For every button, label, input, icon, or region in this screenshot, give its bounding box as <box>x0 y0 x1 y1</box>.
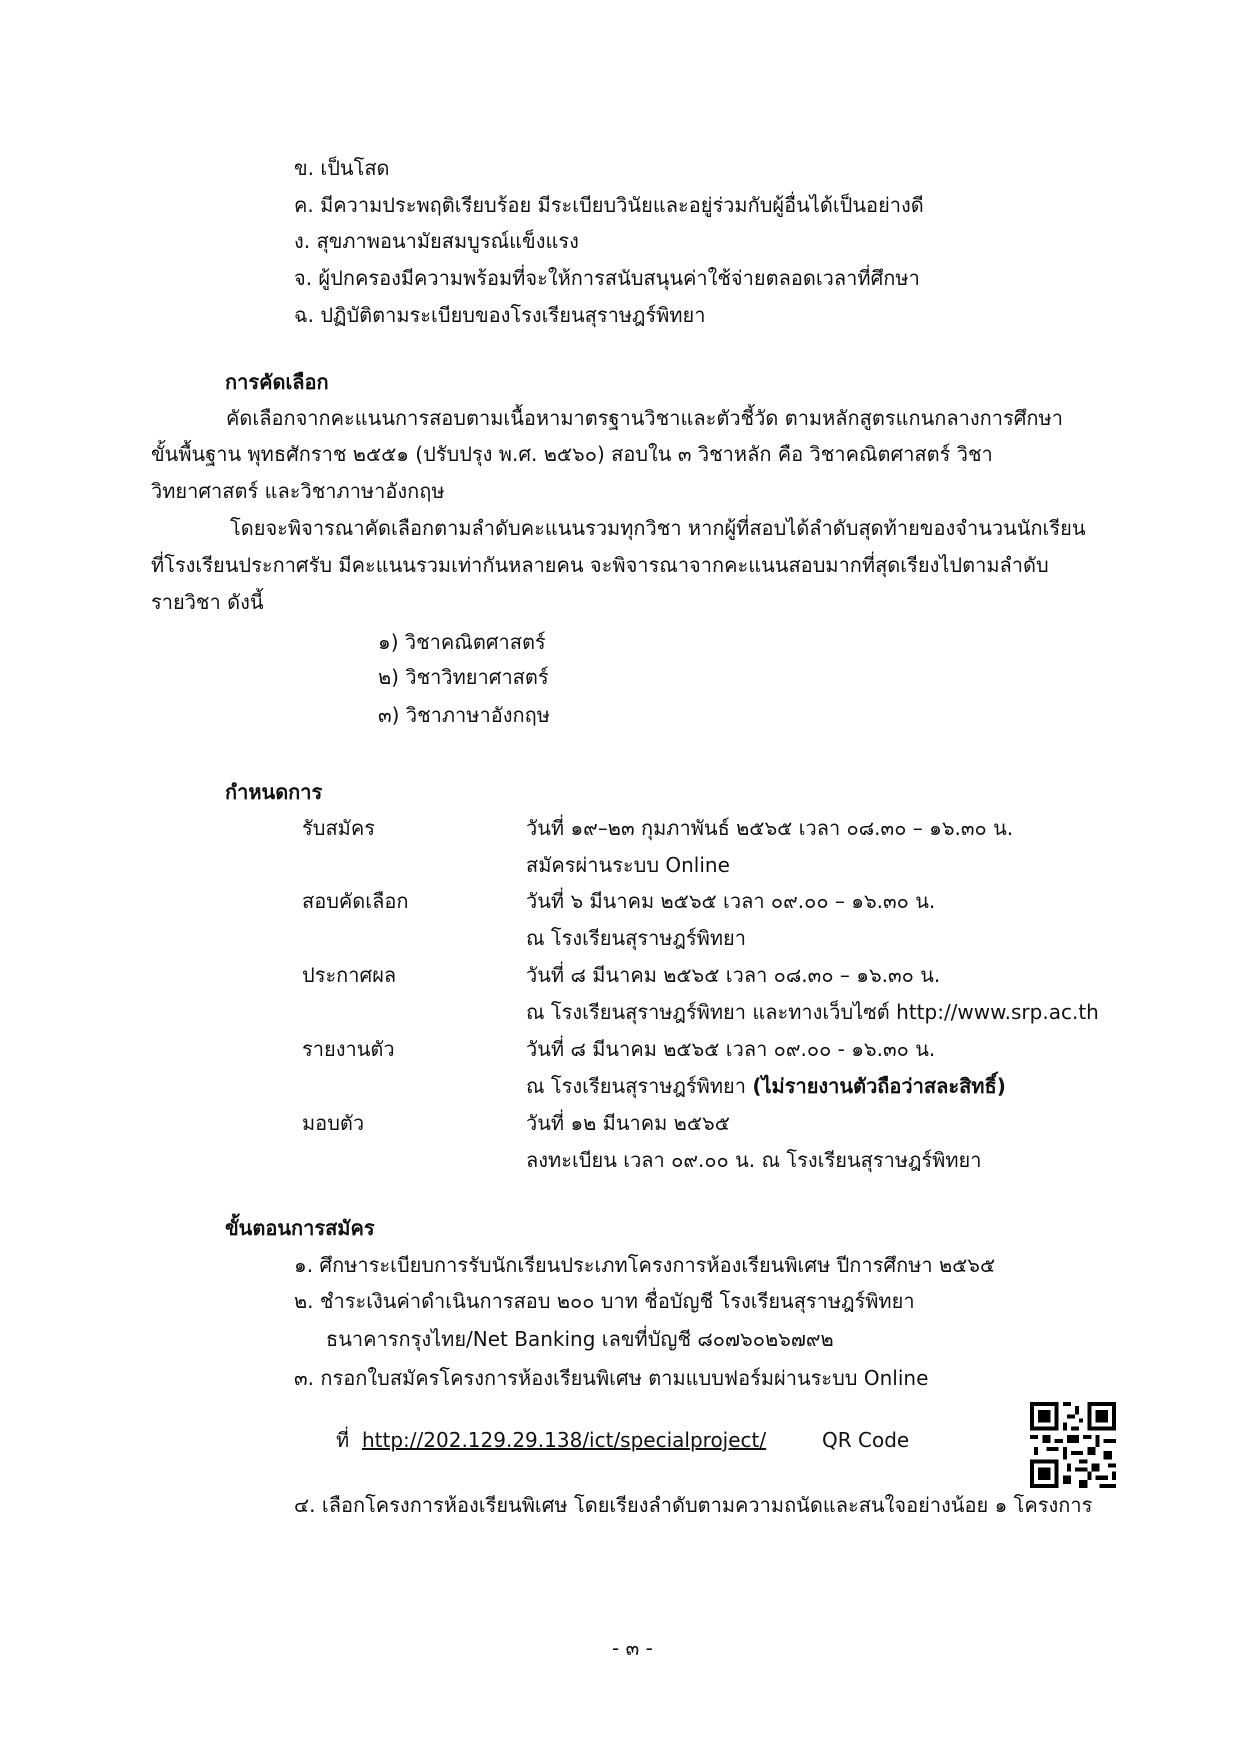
schedule-label-report: รายงานตัว <box>302 1037 395 1061</box>
schedule-value-text: ณ โรงเรียนสุราษฎร์พิทยา <box>526 1074 753 1098</box>
selection-para2-line: รายวิชา ดังนี้ <box>151 590 264 614</box>
step-item: ๔. เลือกโครงการห้องเรียนพิเศษ โดยเรียงลำดับตามความถนัดและสนใจอย่างน้อย ๑ โครงการ <box>294 1493 1093 1517</box>
forfeit-warning: (ไม่รายงานตัวถือว่าสละสิทธิ์) <box>752 1074 1006 1098</box>
schedule-value: วันที่ ๘ มีนาคม ๒๕๖๕ เวลา ๐๙.๐๐ - ๑๖.๓๐ น. <box>526 1037 936 1061</box>
selection-para1-line: คัดเลือกจากคะแนนการสอบตามเนื้อหามาตรฐานวิชาและตัวชี้วัด ตามหลักสูตรแกนกลางการศึกษา <box>226 406 1063 430</box>
qr-code-icon[interactable] <box>1030 1402 1116 1488</box>
schedule-label-announce: ประกาศผล <box>302 963 397 987</box>
eligibility-item: ฉ. ปฏิบัติตามระเบียบของโรงเรียนสุราษฎร์พิทยา <box>294 303 706 327</box>
url-prefix: ที่ <box>336 1428 350 1452</box>
eligibility-item: จ. ผู้ปกครองมีความพร้อมที่จะให้การสนับสนุนค่าใช้จ่ายตลอดเวลาที่ศึกษา <box>294 266 920 290</box>
schedule-label-exam: สอบคัดเลือก <box>302 889 409 913</box>
schedule-label-apply: รับสมัคร <box>302 816 375 840</box>
step-item: ๑. ศึกษาระเบียบการรับนักเรียนประเภทโครงการห้องเรียนพิเศษ ปีการศึกษา ๒๕๖๕ <box>294 1253 996 1277</box>
steps-heading: ขั้นตอนการสมัคร <box>225 1216 375 1240</box>
schedule-label-enroll: มอบตัว <box>302 1111 365 1135</box>
selection-para2-line: โดยจะพิจารณาคัดเลือกตามลำดับคะแนนรวมทุกวิชา หากผู้ที่สอบได้ลำดับสุดท้ายของจำนวนนักเรียน <box>230 516 1086 540</box>
selection-heading: การคัดเลือก <box>225 370 329 394</box>
schedule-value: ณ โรงเรียนสุราษฎร์พิทยา และทางเว็บไซต์ http://www.srp.ac.th <box>526 1000 1099 1024</box>
subject-item: ๑) วิชาคณิตศาสตร์ <box>378 630 546 654</box>
schedule-value: วันที่ ๑๙–๒๓ กุมภาพันธ์ ๒๕๖๕ เวลา ๐๘.๓๐ – ๑๖.๓๐ น. <box>526 816 1014 840</box>
application-link[interactable]: http://202.129.29.138/ict/specialproject/ <box>362 1428 767 1452</box>
step-item: ๒. ชำระเงินค่าดำเนินการสอบ ๒๐๐ บาท ชื่อบัญชี โรงเรียนสุราษฎร์พิทยา <box>294 1289 915 1313</box>
subject-item: ๒) วิชาวิทยาศาสตร์ <box>378 665 549 689</box>
qr-label: QR Code <box>822 1428 910 1452</box>
step-item: ธนาคารกรุงไทย/Net Banking เลขที่บัญชี ๘๐๗๖๐๒๖๗๙๒ <box>326 1327 834 1351</box>
step-item: ๓. กรอกใบสมัครโครงการห้องเรียนพิเศษ ตามแบบฟอร์มผ่านระบบ Online <box>294 1366 929 1390</box>
selection-para1-line: วิทยาศาสตร์ และวิชาภาษาอังกฤษ <box>151 479 445 503</box>
selection-para1-line: ขั้นพื้นฐาน พุทธศักราช ๒๕๕๑ (ปรับปรุง พ.ศ. ๒๕๖๐) สอบใน ๓ วิชาหลัก คือ วิชาคณิตศาสตร์ วิชา <box>151 442 993 466</box>
eligibility-item: ง. สุขภาพอนามัยสมบูรณ์แข็งแรง <box>294 229 579 253</box>
schedule-value <box>526 1074 1006 1098</box>
schedule-value: วันที่ ๘ มีนาคม ๒๕๖๕ เวลา ๐๘.๓๐ – ๑๖.๓๐ น. <box>526 963 941 987</box>
schedule-value: ลงทะเบียน เวลา ๐๙.๐๐ น. ณ โรงเรียนสุราษฎร์พิทยา <box>526 1148 982 1172</box>
selection-para2-line: ที่โรงเรียนประกาศรับ มีคะแนนรวมเท่ากันหลายคน จะพิจารณาจากคะแนนสอบมากที่สุดเรียงไปตามลำดับ <box>151 553 1049 577</box>
schedule-value: วันที่ ๑๒ มีนาคม ๒๕๖๕ <box>526 1111 730 1135</box>
schedule-value: วันที่ ๖ มีนาคม ๒๕๖๕ เวลา ๐๙.๐๐ – ๑๖.๓๐ น. <box>526 889 936 913</box>
schedule-heading: กำหนดการ <box>225 780 323 804</box>
page-number: - ๓ - <box>612 1636 653 1660</box>
schedule-value: สมัครผ่านระบบ Online <box>526 853 730 877</box>
subject-item: ๓) วิชาภาษาอังกฤษ <box>378 703 550 727</box>
eligibility-item: ค. มีความประพฤติเรียบร้อย มีระเบียบวินัยและอยู่ร่วมกับผู้อื่นได้เป็นอย่างดี <box>294 193 924 217</box>
schedule-value: ณ โรงเรียนสุราษฎร์พิทยา <box>526 926 746 950</box>
eligibility-item: ข. เป็นโสด <box>294 156 390 180</box>
